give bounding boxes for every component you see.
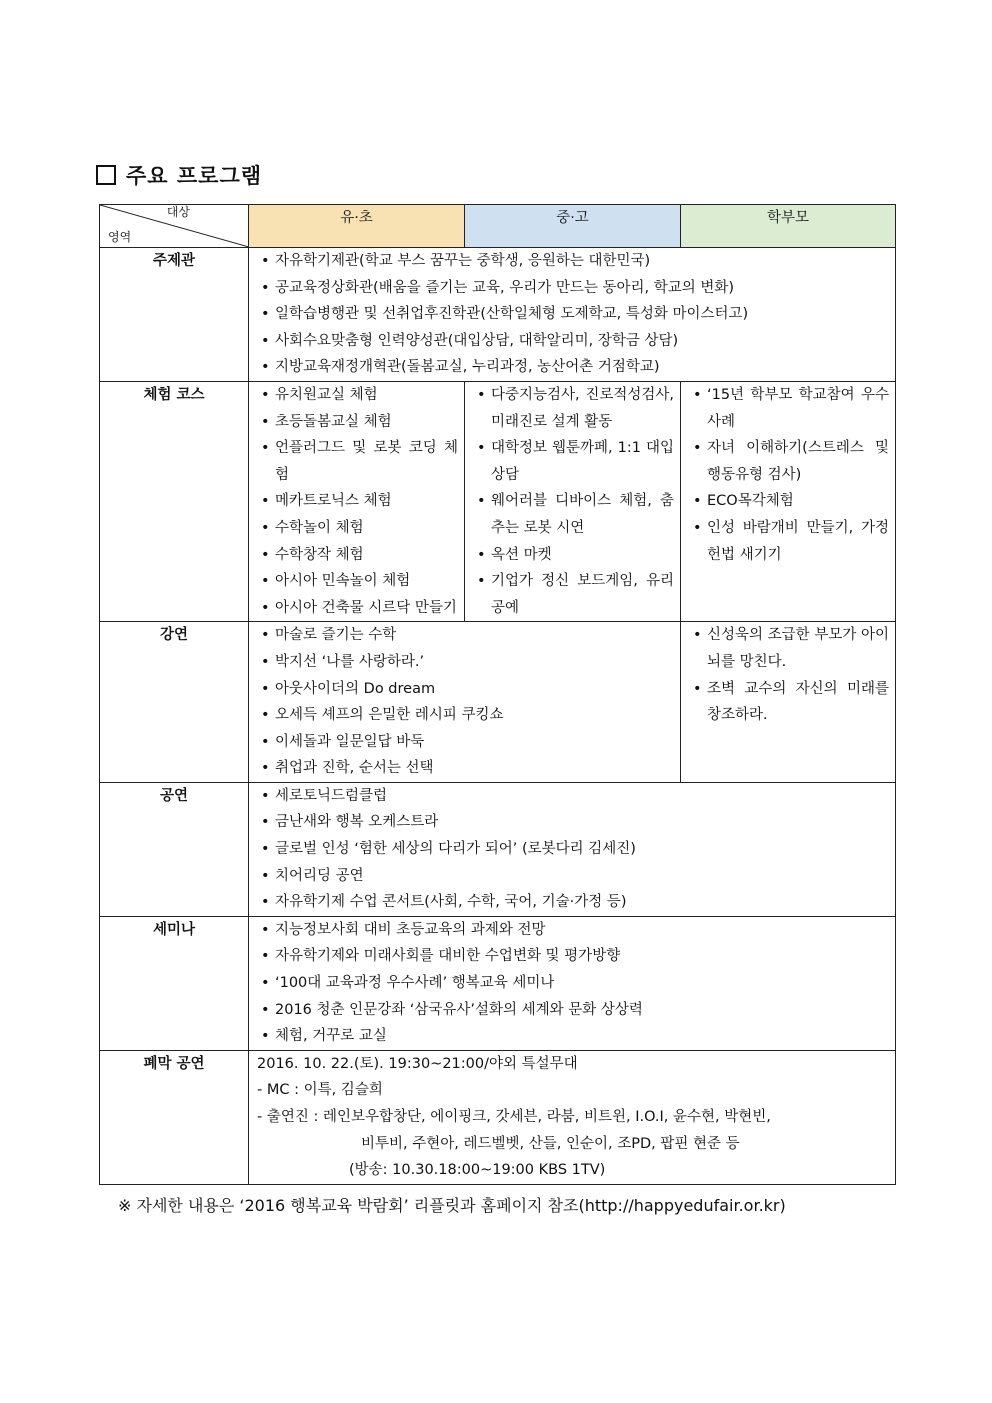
- lecture-parent: [681, 622, 896, 783]
- theme-content: [249, 248, 896, 382]
- area-seminar: 세미나: [100, 916, 249, 1050]
- row-theme: [100, 248, 896, 382]
- area-closing: 폐막 공연: [100, 1050, 249, 1184]
- list-item: • 옥션 마켓: [475, 542, 674, 569]
- list-item: • 수학놀이 체험: [259, 515, 458, 542]
- list-item: • 유치원교실 체험: [259, 382, 458, 409]
- list-item: • ‘100대 교육과정 우수사례’ 행복교육 세미나: [259, 970, 889, 997]
- list-item: • 치어리딩 공연: [259, 863, 889, 890]
- closing-cast-cont: 비투비, 주현아, 레드벨벳, 산들, 인순이, 조PD, 팝핀 현준 등: [361, 1135, 740, 1152]
- area-label: 영역: [108, 230, 132, 244]
- list-item: • 박지선 ‘나를 사랑하라.’: [259, 649, 674, 676]
- list-item: • 메카트로닉스 체험: [259, 488, 458, 515]
- list-item: • 오세득 셰프의 은밀한 레시피 쿠킹쇼: [259, 702, 674, 729]
- list-item: • 언플러그드 및 로봇 코딩 체험: [259, 435, 458, 488]
- list-item: • 초등돌봄교실 체험: [259, 409, 458, 436]
- closing-content: [249, 1050, 896, 1184]
- list-item: • 조벽 교수의 자신의 미래를 창조하라.: [691, 676, 889, 729]
- target-label: 대상: [166, 205, 190, 219]
- closing-mc: - MC : 이특, 김슬희: [257, 1082, 383, 1099]
- experience-parent: [681, 381, 896, 621]
- experience-middle-list: [465, 382, 680, 621]
- list-item: • 마술로 즐기는 수학: [259, 622, 674, 649]
- closing-list: [249, 1051, 895, 1184]
- experience-kinder: [249, 381, 465, 621]
- row-lecture: [100, 622, 896, 783]
- area-theme: 주제관: [100, 248, 249, 382]
- list-item: • ECO목각체험: [691, 488, 889, 515]
- seminar-list: [249, 917, 895, 1050]
- column-header-middle: 중·고: [465, 205, 681, 248]
- list-item: • 일학습병행관 및 선취업후진학관(산학일체형 도제학교, 특성화 마이스터고): [259, 301, 889, 328]
- list-item: • 아시아 건축물 시르닥 만들기: [259, 595, 458, 622]
- lecture-main-list: [249, 622, 680, 782]
- list-item: • 체험, 거꾸로 교실: [259, 1023, 889, 1050]
- area-lecture: 강연: [100, 622, 249, 783]
- list-item: • 금난새와 행복 오케스트라: [259, 809, 889, 836]
- list-item: • 취업과 진학, 순서는 선택: [259, 755, 674, 782]
- row-performance: [100, 782, 896, 916]
- list-item: • 자유학기제 수업 콘서트(사회, 수학, 국어, 기술·가정 등): [259, 889, 889, 916]
- list-item: • 수학창작 체험: [259, 542, 458, 569]
- theme-list: [249, 248, 895, 381]
- experience-kinder-list: [249, 382, 464, 621]
- experience-middle: [465, 381, 681, 621]
- list-item: • 공교육정상화관(배움을 즐기는 교육, 우리가 만드는 동아리, 학교의 변화): [259, 275, 889, 302]
- area-performance: 공연: [100, 782, 249, 916]
- closing-cast: - 출연진 : 레인보우합창단, 에이핑크, 갓세븐, 라붐, 비트윈, I.O.I, 윤수현, 박현빈,: [257, 1109, 771, 1125]
- closing-date: 2016. 10. 22.(토). 19:30~21:00/야외 특설무대: [257, 1055, 578, 1072]
- section-title: [96, 160, 262, 190]
- column-header-kinder: 유·초: [249, 205, 465, 248]
- list-item: • 아웃사이더의 Do dream: [259, 676, 674, 703]
- list-item: • 웨어러블 디바이스 체험, 춤추는 로봇 시연: [475, 488, 674, 541]
- section-title-text: 주요 프로그램: [126, 164, 263, 188]
- list-item: • 기업가 정신 보드게임, 유리공예: [475, 568, 674, 621]
- closing-broadcast: (방송: 10.30.18:00~19:00 KBS 1TV): [349, 1162, 606, 1179]
- lecture-main: [249, 622, 681, 783]
- table-header-row: [100, 205, 896, 248]
- footnote: ※ 자세한 내용은 ‘2016 행복교육 박람회’ 리플릿과 홈페이지 참조(http://happyedufair.or.kr): [118, 1196, 786, 1215]
- list-item: • 신성욱의 조급한 부모가 아이 뇌를 망친다.: [691, 622, 889, 675]
- row-closing: [100, 1050, 896, 1184]
- list-item: • 아시아 민속놀이 체험: [259, 568, 458, 595]
- row-experience: [100, 381, 896, 621]
- list-item: • 2016 청춘 인문강좌 ‘삼국유사’설화의 세계와 문화 상상력: [259, 997, 889, 1024]
- list-item: • 글로벌 인성 ‘험한 세상의 다리가 되어’ (로봇다리 김세진): [259, 836, 889, 863]
- seminar-content: [249, 916, 896, 1050]
- performance-content: [249, 782, 896, 916]
- lecture-parent-list: [681, 622, 895, 728]
- column-header-parent: 학부모: [681, 205, 896, 248]
- program-table: [99, 204, 896, 1185]
- list-item: • 이세돌과 일문일답 바둑: [259, 729, 674, 756]
- list-item: • 지방교육재정개혁관(돌봄교실, 누리과정, 농산어촌 거점학교): [259, 354, 889, 381]
- list-item: • ‘15년 학부모 학교참여 우수사례: [691, 382, 889, 435]
- list-item: • 다중지능검사, 진로적성검사, 미래진로 설계 활동: [475, 382, 674, 435]
- row-seminar: [100, 916, 896, 1050]
- area-experience: 체험 코스: [100, 381, 249, 621]
- list-item: • 사회수요맞춤형 인력양성관(대입상담, 대학알리미, 장학금 상담): [259, 328, 889, 355]
- performance-list: [249, 783, 895, 916]
- experience-parent-list: [681, 382, 895, 568]
- checkbox-square-icon: [96, 165, 116, 185]
- list-item: • 자유학기제와 미래사회를 대비한 수업변화 및 평가방향: [259, 943, 889, 970]
- list-item: • 자녀 이해하기(스트레스 및 행동유형 검사): [691, 435, 889, 488]
- list-item: • 세로토닉드럼클럽: [259, 783, 889, 810]
- list-item: • 인성 바람개비 만들기, 가정헌법 새기기: [691, 515, 889, 568]
- list-item: • 대학정보 웹툰까페, 1:1 대입상담: [475, 435, 674, 488]
- list-item: • 지능정보사회 대비 초등교육의 과제와 전망: [259, 917, 889, 944]
- diagonal-header-cell: [100, 205, 249, 248]
- list-item: • 자유학기제관(학교 부스 꿈꾸는 중학생, 응원하는 대한민국): [259, 248, 889, 275]
